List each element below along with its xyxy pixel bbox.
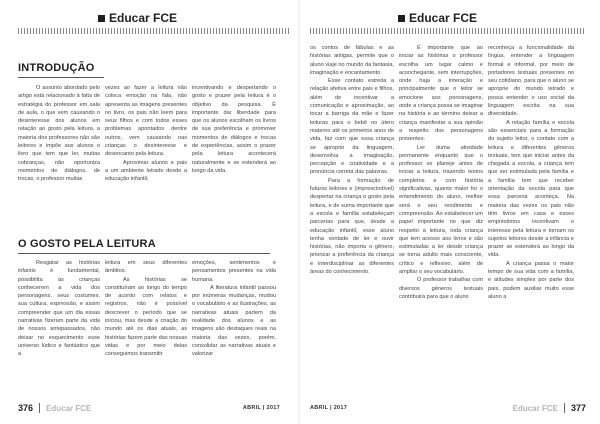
left-footer (18, 403, 280, 413)
right-column-3 (488, 44, 574, 301)
right-page (300, 0, 600, 424)
right-column-1 (310, 44, 394, 276)
left-footer-date: ABRIL | 2017 (242, 405, 280, 411)
right-header-hatch (310, 28, 585, 34)
gosto-paragraph: Resgatar as histórias infantis é fundamental, possibilita às crianças conhecerem a vida dos personagens, seus costumes, sua cultura, expressão, e assim compreender que um dia essas narrativas fizeram parte da vida de nossos antepassados, não deixar no esquecimento esse universo lúdico e fantástico que a (18, 260, 100, 358)
footer-divider (39, 403, 40, 413)
gosto-paragraph: emoções, sentimentos e pensamentos presentes na vida humana. (192, 260, 276, 283)
gosto-title-rule (18, 253, 270, 254)
left-footer-brand: Educar FCE (46, 403, 92, 413)
left-header (98, 11, 177, 25)
right-header (398, 11, 477, 25)
right-footer (310, 403, 586, 413)
intro-paragraph: O assunto abordado pelo artigo está relacionado à falta de estratégia do professor em sala de aula, o que vem causando o desinteresse dos alunos em relação ao gosto pela leitura, a maioria dos professores não são leitores e impõe aos alunos o livro que tem que ler, muitas cobranças, não oportuniza momentos de diálogos, de trocas, o professor muitas (18, 85, 100, 183)
right-paragraph: É importante que ao iniciar as histórias o professor escolha um lugar calmo e aconchegante, sem interrupções, onde haja a interação e principalmente que o leitor se emocione aos personagens, onde a criança possa se imaginar na história e ao término deixar a criança manifestar a sua opinião a respeito dos personagens presentes. (399, 45, 483, 143)
right-paragraph: os contos de fábulas e as histórias antigas, permite que o aluno viaje no mundo da fantasia, imaginação e encantamento. (310, 45, 394, 76)
right-paragraph: Ler duma atividade permanente enquanto que o professor se planeje antes de iniciar a leitura, trazendo textos completos e com história significativas, quanto maior for o entendimento do aluno, melhor será o seu rendimento e compreensão. Ao estabelecer um papel importante no que diz respeito à leitura, toda criança que tem acesso aos livros e são estimuladas a ler desde criança se torna adulto mais consciente, crítico e reflexivo, além de ampliar o seu vocabulário. (399, 144, 483, 276)
right-page-number: 377 (570, 403, 586, 413)
right-paragraph: Para a formação de futuros leitores e (imprescindível) despertar na criança o gosto pela leitura, e de suma importante que a escola e família estabeleçam parcerias para que, desde a educação infantil, esse aluno tenha vontade de ler e ouvir histórias, não importa o gênero, priorizar a preferência da criança e interdisciplinar as diferentes áreas do conhecimento. (310, 177, 394, 276)
gosto-title: O GOSTO PELA LEITURA (18, 238, 156, 250)
right-footer-date: ABRIL | 2017 (310, 405, 348, 411)
header-square-icon (398, 15, 405, 22)
right-paragraph: Esse contato estreita a relação afetiva entre pais e filhos, além de incentivar a comunicação e aproximação, ao tocar a barriga da mãe e fazer leituras para o bebê no útero materno até os primeiros anos de vida, faz com que essa criança se aproprie da linguagem, desenvolva a imaginação, percepção e criatividade e a pronúncia correta das palavras. (310, 78, 394, 176)
intro-paragraph: vezes ao fazer a leitura não coloca emoção na fala, não apresenta as imagens presentes no livro, os pais não leem para seus filhos e com todos esses problemas apontados dentre outros, vem causando nas crianças o desinteresse e desencanto pela leitura. (105, 85, 187, 158)
gosto-column-2 (105, 259, 187, 359)
gosto-paragraph: A literatura infantil passou por inúmeras mudanças, mudou o vocabulário e as ilustrações, as narrativas atuais partem da realidade dos alunos e as imagens são destaques reais na maioria das vezes, porém, consolidar as narrativas atuais e valorizar (192, 284, 276, 358)
right-paragraph: A criança passa o maior tempo de sua vida com a família, e atitudes simples por parte dos pais, podem auxiliar muito esse aluno a (488, 260, 574, 300)
intro-paragraph: Aproximar alunos e pais a um ambiente letrado desde a educação infantil, (105, 159, 187, 183)
intro-title: INTRODUÇÃO (18, 62, 95, 74)
left-page-number: 376 (18, 403, 34, 413)
intro-paragraph: incentivando e despertando o gosto e prazer pela leitura é o objetivo da pesquisa. É importante dar liberdade para que os alunos escolham os livros de sua preferência e promover momentos de diálogos e trocas de experiências, assim o prazer pela leitura acontecerá naturalmente e se estenderá ao longo da vida. (192, 85, 276, 174)
right-paragraph: A relação família e escola são essenciais para a formação do sujeito leitor, o contato com a leitura e diferentes gêneros textuais, tem que iniciar antes da chegada a escola, a criança tem que ser estimulada pela família e a família tem que receber orientação da escola para que essa parceria aconteça. Na maioria das vezes os pais não têm livros em casa e esses empréstimos incentivam o interesse pela leitura e tornam os sujeitos leitores desde a infância e prazer se estenderá ao longo da vida. (488, 119, 574, 259)
gosto-column-3 (192, 259, 276, 359)
gosto-paragraph: As histórias se constituíram ao longo do tempo de acordo com relatos e registros, não é possível descrever o período que se iniciou, mas desde a criação do mundo até os dias atuais, as histórias fazem parte das nossas vidas e por meio delas conseguimos transmitir (105, 276, 187, 358)
footer-divider (564, 403, 565, 413)
intro-column-1 (18, 84, 100, 184)
left-header-title: Educar FCE (109, 11, 178, 25)
intro-column-3 (192, 84, 276, 175)
intro-column-2 (105, 84, 187, 184)
right-footer-brand: Educar FCE (512, 403, 558, 413)
gosto-paragraph: leitura em seus diferentes âmbitos. (105, 260, 187, 275)
header-square-icon (98, 15, 105, 22)
intro-title-rule (18, 77, 104, 78)
gosto-column-1 (18, 259, 100, 359)
right-paragraph: reconheça a funcionalidade da língua, entender a linguagem formal e informal, por meio de portadores textuais presentes no seu cotidiano, para que o aluno se aproprie do mundo letrado e possa entender o uso social da linguagem escrita na sua diversidade. (488, 45, 574, 118)
right-column-2 (399, 44, 483, 301)
left-header-hatch (18, 28, 290, 34)
right-paragraph: O professor trabalhar com diversos gêneros textuais contribuirá para que o aluno (399, 277, 483, 300)
right-header-title: Educar FCE (409, 11, 478, 25)
